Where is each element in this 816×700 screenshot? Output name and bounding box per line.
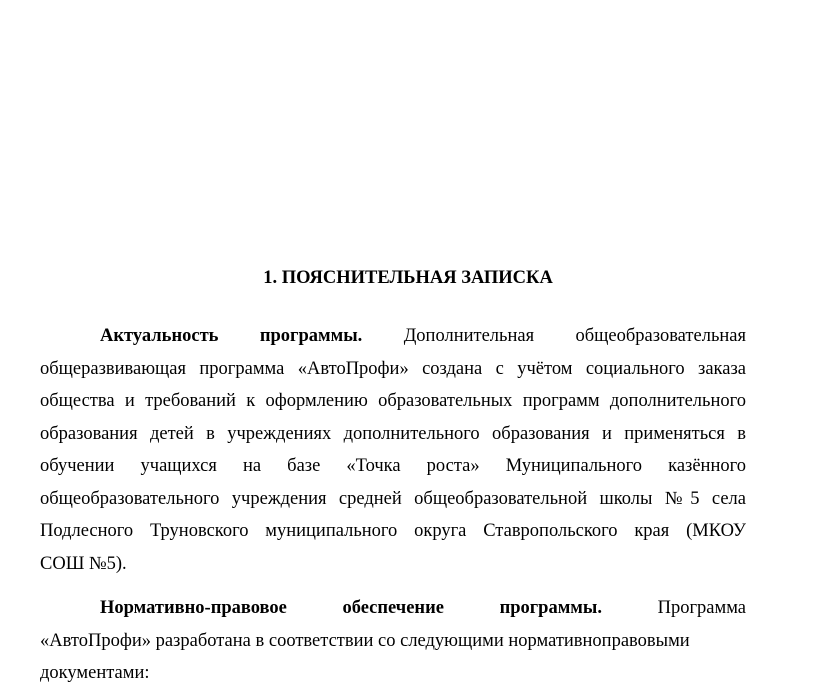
paragraph-heading-legal-basis: Нормативно-правовое обеспечение программы. [100,598,602,618]
paragraph-line: обучении учащихся на базе «Точка роста» Муниципального казённого [40,456,746,476]
paragraph-line: документами: [40,663,150,683]
section-title: 1. ПОЯСНИТЕЛЬНАЯ ЗАПИСКА [263,268,553,288]
paragraph-legal-basis [40,592,746,690]
paragraph-text: Программа [657,598,747,618]
paragraph-text: Дополнительная общеобразовательная [403,326,747,346]
paragraph-line: «АвтоПрофи» разработана в соответствии со следующими нормативноправовыми [40,630,690,651]
paragraph-line: Подлесного Труновского муниципального округа Ставропольского края (МКОУ [40,521,746,541]
paragraph-heading-relevance: Актуальность программы. [100,326,363,346]
paragraph-line: образования детей в учреждениях дополнительного образования и применяться в [40,423,746,444]
paragraph-relevance [40,320,746,580]
paragraph-line [40,320,746,353]
paragraph-line: СОШ №5). [40,553,127,574]
paragraph-line [40,592,746,625]
paragraph-line: общеразвивающая программа «АвтоПрофи» создана с учётом социального заказа [40,358,746,379]
paragraph-line: общеобразовательного учреждения средней общеобразовательной школы №5 села [40,488,746,509]
paragraph-line: общества и требований к оформлению образовательных программ дополнительного [40,391,746,411]
